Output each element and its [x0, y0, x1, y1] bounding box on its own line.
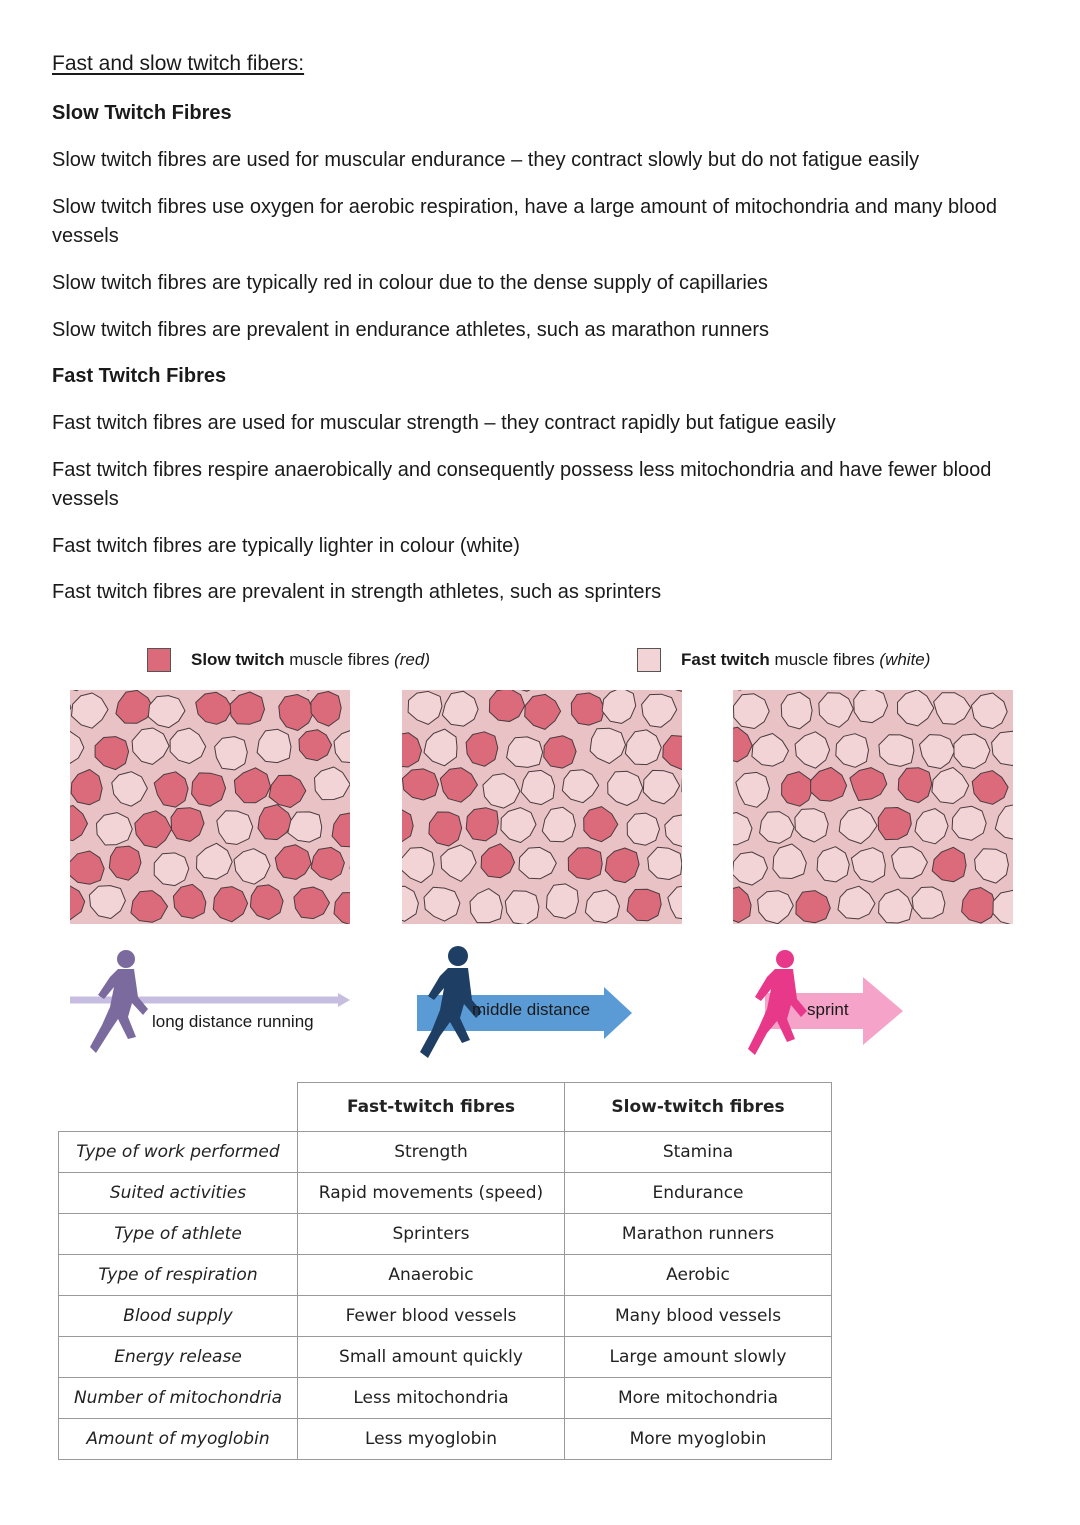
muscle-fibre-cell: [70, 692, 71, 724]
muscle-fibre-cell: [733, 727, 752, 762]
table-row: [59, 1296, 832, 1337]
table-corner: [59, 1083, 298, 1132]
row-label: Energy release: [59, 1337, 298, 1378]
muscle-fibre-cell: [132, 728, 169, 764]
fast-cell: Rapid movements (speed): [298, 1173, 565, 1214]
slow-cell: Stamina: [565, 1132, 832, 1173]
muscle-fibre-cell: [70, 886, 85, 920]
muscle-fibre-cell: [332, 813, 350, 847]
muscle-fibre-cell: [878, 808, 911, 840]
table-row: [59, 1419, 832, 1460]
muscle-fibre-cell: [402, 886, 418, 921]
row-label: Suited activities: [59, 1173, 298, 1214]
muscle-fibre-cell: [525, 694, 561, 729]
muscle-fibre-cell: [562, 770, 598, 803]
muscle-fibre-cell: [279, 695, 314, 731]
muscle-fibre-cell: [546, 884, 578, 919]
row-label: Blood supply: [59, 1296, 298, 1337]
slow-legend-bold: Slow twitch: [191, 650, 285, 669]
table-row: [59, 1255, 832, 1296]
muscle-fibre-cell: [402, 809, 413, 843]
muscle-fibre-cell: [734, 694, 770, 729]
muscle-fibre-cell: [234, 849, 270, 885]
muscle-fibre-cell: [424, 729, 457, 766]
muscle-fibre-cell: [466, 808, 498, 841]
slow-cell: Large amount slowly: [565, 1337, 832, 1378]
fast-legend-text: muscle fibres: [774, 650, 875, 669]
muscle-fibre-cell: [602, 690, 636, 723]
muscle-fibre-cell: [571, 693, 604, 725]
muscle-fibre-cell: [519, 847, 556, 878]
muscle-fibre-cell: [836, 734, 869, 768]
muscle-fibre-cell: [892, 847, 928, 879]
slow-legend: [191, 650, 430, 670]
muscle-fibre-cell: [898, 690, 934, 726]
muscle-fibre-cell: [817, 847, 849, 882]
muscle-fibre-cell: [642, 694, 677, 727]
table-row: [59, 1378, 832, 1419]
muscle-fibre-cell: [97, 813, 133, 845]
muscle-fibre-cell: [879, 889, 913, 923]
muscle-fibre-cell: [116, 690, 153, 723]
muscle-fibre-cell: [643, 770, 679, 804]
runner-icon: [748, 950, 807, 1055]
muscle-fibre-cell: [584, 807, 618, 842]
muscle-fibre-cell: [590, 728, 625, 763]
slow-point-3: Slow twitch fibres are typically red in colour due to the dense supply of capillaries: [52, 272, 768, 294]
table-row: [59, 1173, 832, 1214]
muscle-fibre-cell: [171, 808, 204, 842]
muscle-fibre-cell: [851, 848, 885, 883]
muscle-fibre-cell: [962, 888, 996, 924]
fast-point-1: Fast twitch fibres are used for muscular strength – they contract rapidly but fatigue easily: [52, 412, 836, 434]
fast-legend-note: (white): [879, 650, 931, 669]
muscle-fibre-cell: [625, 730, 661, 765]
sprint-label: sprint: [807, 1000, 849, 1019]
muscle-fibre-cell: [402, 848, 434, 883]
muscle-fibre-cell: [663, 736, 682, 771]
slow-cell: Endurance: [565, 1173, 832, 1214]
fast-cell: Less mitochondria: [298, 1378, 565, 1419]
muscle-fibre-cell: [975, 849, 1009, 883]
muscle-fibre-cell: [501, 808, 536, 843]
muscle-fibre-cell: [932, 768, 969, 804]
muscle-fibre-cell: [795, 809, 828, 842]
muscle-fibre-cell: [299, 730, 332, 761]
muscle-fibre-cell: [470, 889, 502, 923]
muscle-fibre-cell: [440, 768, 477, 803]
muscle-fibre-cell: [288, 812, 322, 842]
muscle-fibre-cell: [898, 768, 932, 803]
fast-heading: Fast Twitch Fibres: [52, 365, 227, 387]
muscle-fibre-cell: [758, 891, 794, 924]
muscle-fibre-cell: [481, 844, 514, 878]
muscle-fibre-cell: [402, 769, 438, 800]
muscle-fibre-cell: [608, 771, 643, 805]
muscle-fibre-cell: [334, 893, 350, 924]
muscle-fibre-cell: [920, 735, 955, 769]
muscle-fibre-cell: [71, 770, 102, 805]
muscle-fibre-cell: [733, 852, 768, 885]
table-row: [59, 1214, 832, 1255]
muscle-fibre-cell: [954, 734, 990, 769]
muscle-fibre-cell: [170, 728, 206, 763]
muscle-fibre-cell: [217, 811, 253, 845]
muscle-fibre-cell: [135, 811, 172, 848]
middle-distance-arrow-head: [604, 987, 632, 1039]
sprint-arrow-head: [863, 977, 903, 1045]
muscle-fibre-cell: [648, 847, 682, 879]
long-distance-graphic: [60, 945, 360, 1065]
muscle-fibre-cell: [627, 813, 659, 845]
muscle-fibre-cell: [196, 692, 233, 724]
page-title: Fast and slow twitch fibers:: [52, 52, 305, 75]
fast-cell: Strength: [298, 1132, 565, 1173]
row-label: Number of mitochondria: [59, 1378, 298, 1419]
muscle-fibre-cell: [109, 846, 141, 880]
muscle-fibre-cell: [70, 806, 88, 841]
muscle-fibre-cell: [879, 735, 914, 767]
muscle-fibre-cell: [466, 732, 498, 767]
muscle-fibre-cell: [795, 732, 830, 768]
muscle-fibre-cell: [294, 887, 330, 919]
fast-point-2: Fast twitch fibres respire anaerobically and consequently possess less mitochondria and have fewer blood vessels: [52, 459, 992, 510]
fast-cell: Less myoglobin: [298, 1419, 565, 1460]
muscle-fibre-cell: [258, 805, 292, 840]
muscle-fibre-cell: [215, 737, 248, 770]
muscle-fibre-cell: [95, 737, 129, 770]
muscle-fibre-cell: [234, 768, 270, 803]
muscle-fibre-cell: [197, 843, 233, 879]
muscle-fibre-cell: [192, 773, 226, 806]
muscle-fibre-cell: [257, 729, 291, 762]
comparison-table: [58, 1082, 832, 1460]
muscle-fibre-cell: [752, 734, 789, 767]
muscle-fibre-cell: [542, 807, 575, 842]
muscle-fibre-cell: [952, 806, 986, 840]
muscle-fibre-cell: [992, 731, 1013, 765]
slow-legend-swatch: [147, 648, 171, 672]
muscle-fibre-cell: [912, 887, 945, 918]
muscle-fibre-cell: [819, 693, 854, 728]
fast-cell: Fewer blood vessels: [298, 1296, 565, 1337]
muscle-fibre-cell: [315, 767, 351, 800]
muscle-fibre-cell: [760, 812, 795, 844]
muscle-fibre-cell: [995, 804, 1013, 840]
fibre-cross-section-sprint: [733, 690, 1013, 924]
slow-legend-note: (red): [394, 650, 431, 669]
muscle-fibre-cell: [932, 847, 966, 882]
muscle-fibre-cell: [773, 844, 806, 879]
long-distance-label: long distance running: [152, 1012, 314, 1031]
muscle-fibre-cell: [250, 885, 283, 920]
muscle-fibre-cell: [269, 775, 306, 807]
slow-cell: More mitochondria: [565, 1378, 832, 1419]
muscle-fibre-cell: [70, 730, 84, 764]
muscle-fibre-cell: [972, 771, 1008, 805]
muscle-fibre-cell: [311, 692, 341, 727]
long-distance-arrow-head: [338, 993, 350, 1007]
table-header-row: [59, 1083, 832, 1132]
muscle-fibre-cell: [736, 772, 770, 807]
muscle-fibre-cell: [154, 853, 189, 886]
slow-legend-text: muscle fibres: [289, 650, 390, 669]
muscle-fibre-cell: [733, 813, 752, 845]
muscle-fibre-cell: [521, 770, 555, 804]
muscle-fibre-cell: [429, 812, 462, 846]
slow-cell: More myoglobin: [565, 1419, 832, 1460]
muscle-fibre-cell: [838, 886, 875, 919]
muscle-fibre-cell: [585, 890, 619, 923]
header-slow: Slow-twitch fibres: [565, 1083, 832, 1132]
muscle-fibre-cell: [665, 814, 682, 847]
row-label: Amount of myoglobin: [59, 1419, 298, 1460]
fast-legend-bold: Fast twitch: [681, 650, 770, 669]
muscle-fibre-cell: [213, 887, 247, 922]
muscle-fibre-cell: [971, 693, 1007, 729]
muscle-fibre-cell: [627, 889, 661, 921]
muscle-fibre-cell: [334, 730, 350, 763]
muscle-fibre-cell: [915, 809, 948, 844]
muscle-fibre-cell: [70, 851, 104, 884]
muscle-fibre-cell: [441, 845, 476, 881]
muscle-fibre-cell: [993, 890, 1013, 924]
muscle-fibre-cell: [544, 736, 576, 768]
fast-cell: Anaerobic: [298, 1255, 565, 1296]
muscle-fibre-cell: [230, 692, 264, 724]
muscle-fibre-cell: [72, 693, 109, 728]
row-label: Type of respiration: [59, 1255, 298, 1296]
slow-point-4: Slow twitch fibres are prevalent in endurance athletes, such as marathon runners: [52, 319, 770, 341]
header-fast: Fast-twitch fibres: [298, 1083, 565, 1132]
slow-cell: Many blood vessels: [565, 1296, 832, 1337]
muscle-fibre-cell: [154, 772, 188, 807]
muscle-fibre-cell: [782, 772, 813, 807]
muscle-fibre-cell: [507, 737, 543, 768]
muscle-fibre-cell: [663, 690, 682, 692]
muscle-fibre-cell: [442, 691, 478, 726]
muscle-fibre-cell: [148, 696, 185, 728]
table-row: [59, 1132, 832, 1173]
muscle-fibre-cell: [70, 690, 90, 691]
muscle-fibre-cell: [568, 848, 602, 880]
fast-cell: Sprinters: [298, 1214, 565, 1255]
muscle-fibre-cell: [668, 886, 682, 920]
muscle-fibre-cell: [408, 691, 442, 724]
muscle-fibre-cell: [402, 733, 422, 767]
muscle-fibre-cell: [112, 772, 148, 807]
muscle-fibre-cell: [796, 891, 830, 923]
muscle-fibre-cell: [854, 690, 888, 723]
muscle-fibre-cell: [850, 768, 887, 801]
muscle-fibre-cell: [131, 891, 168, 923]
muscle-fibre-cell: [839, 807, 877, 843]
muscle-fibre-cell: [424, 887, 460, 921]
fast-cell: Small amount quickly: [298, 1337, 565, 1378]
muscle-fibre-cell: [505, 891, 539, 924]
muscle-fibre-cell: [605, 848, 639, 883]
slow-heading: Slow Twitch Fibres: [52, 102, 232, 124]
muscle-fibre-cell: [733, 887, 751, 923]
fast-legend-swatch: [637, 648, 661, 672]
middle-distance-label: middle distance: [472, 1000, 591, 1019]
muscle-fibre-cell: [173, 884, 206, 918]
fast-legend: [681, 650, 930, 670]
slow-cell: Marathon runners: [565, 1214, 832, 1255]
muscle-fibre-cell: [489, 690, 524, 722]
muscle-fibre-cell: [811, 767, 847, 801]
muscle-fibre-cell: [311, 847, 344, 880]
row-label: Type of athlete: [59, 1214, 298, 1255]
slow-cell: Aerobic: [565, 1255, 832, 1296]
fibre-cross-section-middle-distance: [402, 690, 682, 924]
muscle-fibre-cell: [781, 692, 812, 729]
fibre-cross-section-long-distance: [70, 690, 350, 924]
slow-point-1: Slow twitch fibres are used for muscular endurance – they contract slowly but do not fatigue easily: [52, 149, 920, 171]
muscle-fibre-cell: [934, 693, 971, 725]
fast-point-4: Fast twitch fibres are prevalent in strength athletes, such as sprinters: [52, 581, 662, 603]
muscle-fibre-cell: [89, 886, 125, 919]
row-label: Type of work performed: [59, 1132, 298, 1173]
slow-point-2: Slow twitch fibres use oxygen for aerobic respiration, have a large amount of mitochondria and many blood vessels: [52, 196, 997, 247]
fast-point-3: Fast twitch fibres are typically lighter in colour (white): [52, 535, 520, 557]
table-row: [59, 1337, 832, 1378]
muscle-fibre-cell: [275, 845, 311, 880]
muscle-fibre-cell: [483, 774, 520, 809]
